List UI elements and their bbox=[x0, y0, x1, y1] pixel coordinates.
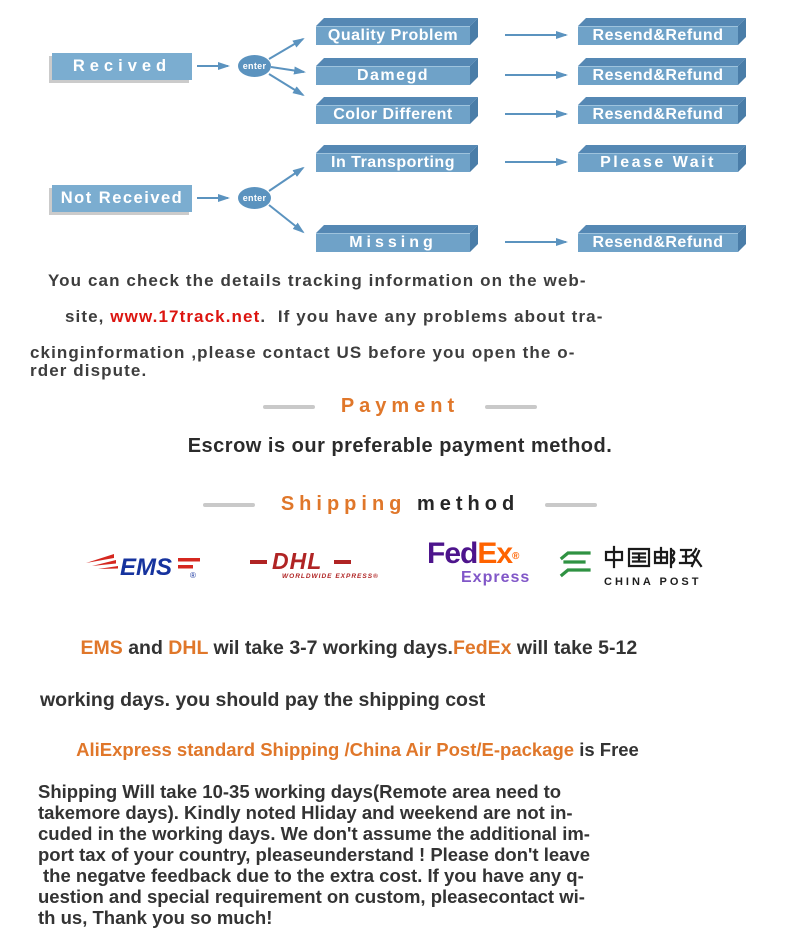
china-post-cjk-logotype bbox=[604, 545, 704, 569]
tracking-line-3: ckinginformation ,please contact US before you open the o- bbox=[30, 343, 576, 362]
flow-node-in-transporting: In Transporting bbox=[316, 145, 478, 172]
china-post-emblem-icon bbox=[558, 545, 594, 581]
shipping-a1-text1: and bbox=[122, 637, 169, 659]
shipping-heading-black: method bbox=[416, 493, 520, 515]
heading-dash-left bbox=[203, 503, 255, 507]
flow-result-resend-refund-1: Resend&Refund bbox=[578, 18, 746, 45]
flow-node-received: Recived bbox=[52, 53, 192, 80]
flow-node-not-received: Not Received bbox=[52, 185, 192, 212]
shipping-a1-text3: will take 5-12 bbox=[511, 637, 638, 659]
tracking-line-4: rder dispute. bbox=[30, 361, 148, 380]
dhl-logo-art bbox=[248, 548, 379, 581]
shipping-days-paragraph bbox=[40, 609, 790, 713]
payment-heading-label: Payment bbox=[340, 395, 460, 417]
shipping-b2-text: Shipping Will take 10-35 working days(Remote area need to bbox=[38, 781, 562, 802]
fedex-logo bbox=[427, 539, 530, 587]
flow-result-please-wait: Please Wait bbox=[578, 145, 746, 172]
heading-dash-right bbox=[485, 405, 537, 409]
shipping-b4-text: cuded in the working days. We don't assume the additional im- bbox=[38, 823, 590, 844]
flow-result-resend-refund-3: Resend&Refund bbox=[578, 97, 746, 124]
arrow-enter-quality bbox=[269, 39, 303, 59]
shipping-b1-text: is Free bbox=[574, 739, 639, 760]
shipping-b7-text: uestion and special requirement on custom, pleasecontact wi- bbox=[38, 886, 585, 907]
payment-heading bbox=[0, 394, 800, 419]
dhl-word: DHL bbox=[168, 637, 209, 659]
fedex-word: FedEx bbox=[452, 637, 512, 659]
fedex-reg-mark: ® bbox=[512, 551, 519, 562]
heading-dash-right bbox=[545, 503, 597, 507]
shipping-b3-text: takemore days). Kindly noted Hliday and weekend are not in- bbox=[38, 802, 573, 823]
shipping-b6-text: the negatve feedback due to the extra cost. If you have any q- bbox=[43, 865, 584, 886]
ems-logotype: EMS bbox=[120, 554, 173, 581]
flow-result-resend-refund-2: Resend&Refund bbox=[578, 58, 746, 85]
free-shipping-paragraph bbox=[38, 718, 790, 928]
shipping-a1-text2: wil take 3-7 working days. bbox=[208, 637, 453, 659]
flow-node-damegd: Damegd bbox=[316, 58, 478, 85]
free-shipping-methods: AliExpress standard Shipping /China Air Post/E-package bbox=[76, 739, 575, 760]
fedex-caption: Express bbox=[461, 569, 531, 586]
dispute-flowchart bbox=[0, 0, 800, 262]
payment-body: Escrow is our preferable payment method. bbox=[187, 435, 613, 457]
fedex-logotype-fed: Fed bbox=[427, 537, 478, 570]
arrow-enter-color bbox=[269, 74, 303, 95]
dhl-logotype: DHL bbox=[272, 548, 323, 574]
arrow-enter-damegd bbox=[271, 67, 304, 72]
ems-word: EMS bbox=[80, 637, 123, 659]
ems-logo-art bbox=[84, 547, 204, 585]
shipping-b5-text: port tax of your country, pleaseunderstand ! Please don't leave bbox=[38, 844, 590, 865]
china-post-caption: CHINA POST bbox=[604, 576, 702, 588]
dhl-logo bbox=[248, 548, 379, 586]
fedex-logotype-ex: Ex bbox=[477, 537, 513, 570]
ems-logo bbox=[84, 547, 204, 590]
flow-enter-badge-2: enter bbox=[238, 187, 271, 209]
shipping-heading bbox=[0, 492, 800, 517]
tracking-line-1: You can check the details tracking information on the web- bbox=[48, 271, 587, 290]
flow-enter-badge: enter bbox=[238, 55, 271, 77]
tracking-line-2b: . If you have any problems about tra- bbox=[260, 307, 604, 326]
arrow-enter-missing bbox=[269, 205, 303, 232]
arrow-enter-transporting bbox=[269, 168, 303, 191]
flow-result-resend-refund-4: Resend&Refund bbox=[578, 225, 746, 252]
shipping-a2-text: working days. you should pay the shipping cost bbox=[40, 689, 486, 711]
shipping-heading-orange: Shipping bbox=[280, 493, 417, 515]
flow-node-missing: Missing bbox=[316, 225, 478, 252]
carrier-logos bbox=[0, 537, 800, 593]
tracking-url-link[interactable]: www.17track.net bbox=[110, 307, 261, 326]
dhl-caption: WORLDWIDE EXPRESS® bbox=[282, 573, 379, 580]
flow-node-quality-problem: Quality Problem bbox=[316, 18, 478, 45]
tracking-note bbox=[30, 272, 772, 380]
china-post-logo bbox=[558, 545, 704, 588]
flow-node-color-different: Color Different bbox=[316, 97, 478, 124]
heading-dash-left bbox=[263, 405, 315, 409]
tracking-line-2a: site, bbox=[64, 307, 111, 326]
shipping-b8-text: th us, Thank you so much! bbox=[38, 907, 273, 928]
ems-reg-mark: ® bbox=[190, 571, 196, 580]
